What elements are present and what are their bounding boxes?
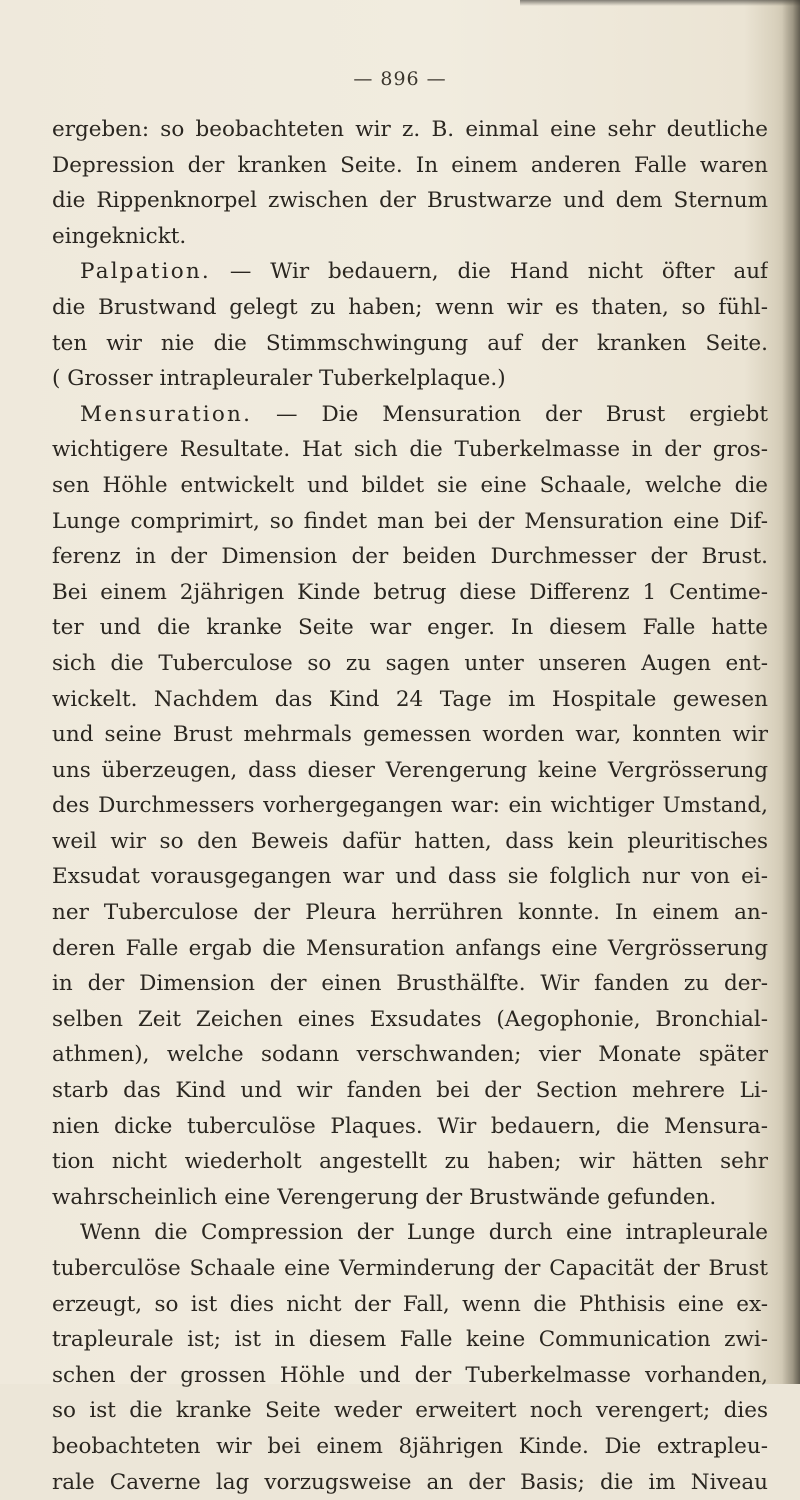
text-line: sen Höhle entwickelt und bildet sie eine Schaale, welche die: [52, 472, 768, 498]
text-line: des Durchmessers vorhergegangen war: ein wichtiger Umstand,: [52, 793, 768, 819]
text-line: ter und die kranke Seite war enger. In diesem Falle hatte: [52, 615, 768, 641]
text-line: Wenn die Compression der Lunge durch eine intrapleurale: [80, 1220, 768, 1246]
text-line: ( Grosser intrapleuraler Tuberkelplaque.): [52, 366, 506, 392]
text-line: die Rippenknorpel zwischen der Brustwarze und dem Sternum: [52, 188, 768, 214]
page-edge-shadow: [782, 0, 800, 1384]
text-line-mensuration: [52, 397, 768, 433]
text-line: sich die Tuberculose so zu sagen unter unseren Augen ent-: [52, 650, 768, 676]
text-line: wickelt. Nachdem das Kind 24 Tage im Hospitale gewesen: [52, 686, 768, 712]
text-line: wahrscheinlich eine Verengerung der Brustwände gefunden.: [52, 1184, 717, 1210]
text-line: wichtigere Resultate. Hat sich die Tuberkelmasse in der gros-: [52, 437, 768, 463]
text-line: und seine Brust mehrmals gemessen worden war, konnten wir: [52, 722, 768, 748]
text-line: rale Caverne lag vorzugsweise an der Basis; die im Niveau: [52, 1469, 768, 1495]
text-line: tion nicht wiederholt angestellt zu haben; wir hätten sehr: [52, 1149, 768, 1175]
text-line: Depression der kranken Seite. In einem anderen Falle waren: [52, 152, 768, 178]
text-line: so ist die kranke Seite weder erweitert noch verengert; dies: [52, 1398, 768, 1424]
text-line-content: — Wir bedauern, die Hand nicht öfter auf: [229, 259, 768, 285]
text-line-content: — Die Mensuration der Brust ergiebt: [276, 401, 768, 427]
text-line-palpation: [52, 254, 768, 290]
text-line: ten wir nie die Stimmschwingung auf der kranken Seite.: [52, 330, 768, 356]
section-heading-palpation: Palpation.: [80, 259, 211, 285]
text-line: weil wir so den Beweis dafür hatten, dass kein pleuritisches: [52, 828, 768, 854]
text-line: eingeknickt.: [52, 223, 187, 249]
text-line: ergeben: so beobachteten wir z. B. einmal eine sehr deutliche: [52, 117, 768, 142]
text-line: nien dicke tuberculöse Plaques. Wir bedauern, die Mensura-: [52, 1113, 768, 1139]
text-line: erzeugt, so ist dies nicht der Fall, wenn die Phthisis eine ex-: [52, 1291, 768, 1317]
body-text: [52, 112, 768, 1500]
text-line: Bei einem 2jährigen Kinde betrug diese Differenz 1 Centime-: [52, 579, 768, 605]
text-line: beobachteten wir bei einem 8jährigen Kinde. Die extrapleu-: [52, 1433, 768, 1459]
text-line: uns überzeugen, dass dieser Verengerung keine Vergrösserung: [52, 757, 768, 783]
text-line: tuberculöse Schaale eine Verminderung der Capacität der Brust: [52, 1256, 768, 1281]
text-line: trapleurale ist; ist in diesem Falle keine Communication zwi-: [52, 1327, 768, 1353]
text-line: ner Tuberculose der Pleura herrühren konnte. In einem an-: [52, 900, 768, 926]
text-line: Lunge comprimirt, so findet man bei der Mensuration eine Dif-: [52, 508, 768, 534]
text-line: deren Falle ergab die Mensuration anfangs eine Vergrösserung: [52, 935, 768, 961]
text-line: die Brustwand gelegt zu haben; wenn wir es thaten, so fühl-: [52, 294, 768, 320]
text-line: schen der grossen Höhle und der Tuberkelmasse vorhanden,: [52, 1362, 768, 1388]
text-line: selben Zeit Zeichen eines Exsudates (Aegophonie, Bronchial-: [52, 1006, 768, 1032]
text-line: athmen), welche sodann verschwanden; vier Monate später: [52, 1042, 768, 1068]
text-line: ferenz in der Dimension der beiden Durchmesser der Brust.: [52, 544, 768, 570]
page-number: — 896 —: [353, 68, 447, 90]
text-line: starb das Kind und wir fanden bei der Section mehrere Li-: [52, 1078, 768, 1104]
text-line: Exsudat vorausgegangen war und dass sie folglich nur von ei-: [52, 864, 768, 890]
text-line: in der Dimension der einen Brusthälfte. Wir fanden zu der-: [52, 971, 768, 997]
page-top-shadow: [520, 0, 800, 6]
section-heading-mensuration: Mensuration.: [80, 401, 253, 427]
